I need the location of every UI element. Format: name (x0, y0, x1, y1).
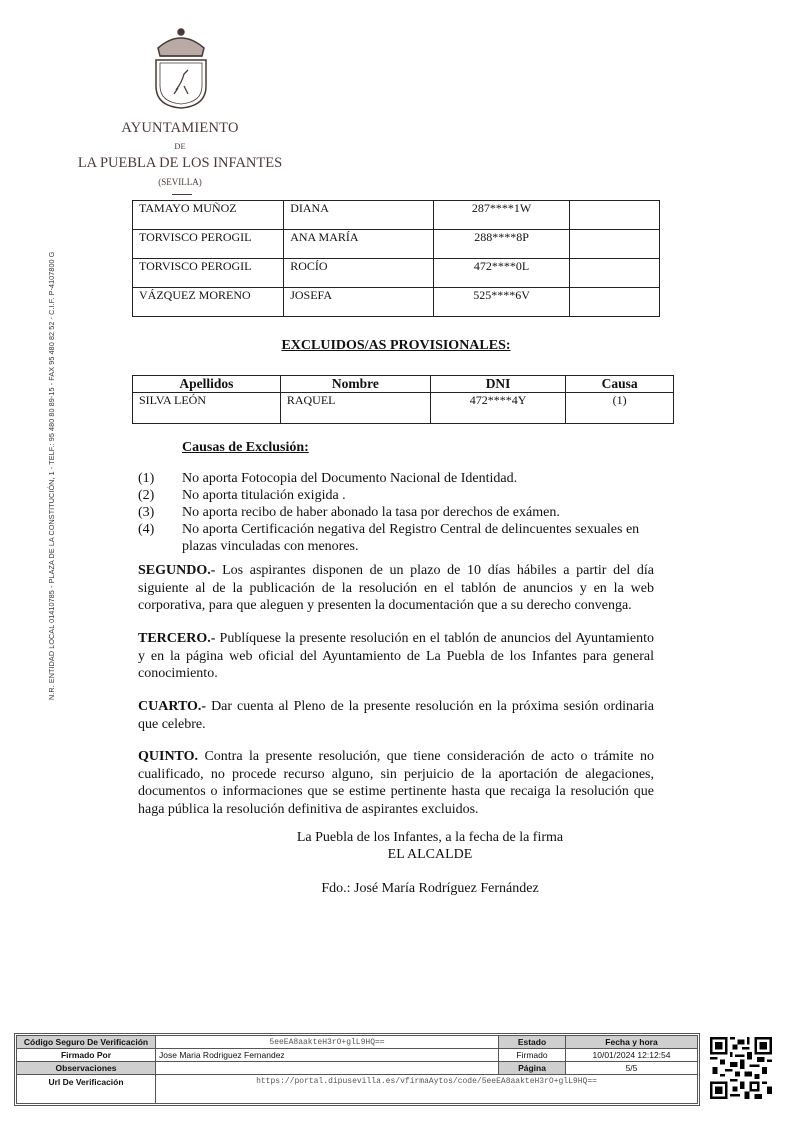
signature-role: EL ALCALDE (387, 847, 473, 862)
cell-nombre: ROCÍO (284, 259, 434, 288)
cause-item (138, 521, 662, 555)
side-contact-info: N.R. ENTIDAD LOCAL 01410785 - PLAZA DE LA CONSTITUCIÓN, 1 - TELF.: 95 480 80 89-15 - FAX 95 480 82 52 - C.I.F. P-4107800 G (47, 251, 56, 700)
observaciones-label: Observaciones (17, 1062, 156, 1075)
paragraph-label: SEGUNDO.- (138, 563, 216, 578)
estado-label: Estado (499, 1036, 566, 1049)
table-row (133, 201, 660, 230)
paragraph-label: CUARTO.- (138, 699, 207, 714)
coat-of-arms-logo (148, 26, 214, 110)
paragraph-segundo (138, 562, 654, 615)
cell-dni: 472****4Y (430, 393, 565, 424)
cell-dni: 288****8P (434, 230, 569, 259)
pagina-value: 5/5 (566, 1062, 698, 1075)
cell-causa: (1) (566, 393, 674, 424)
signature-name: Fdo.: José María Rodríguez Fernández (321, 881, 539, 896)
table-row (133, 230, 660, 259)
cause-text: No aporta Fotocopia del Documento Nacional de Identidad. (182, 471, 518, 486)
cell-nombre: ANA MARÍA (284, 230, 434, 259)
cell-dni: 472****0L (434, 259, 569, 288)
cell-extra (569, 288, 659, 317)
verification-table (16, 1035, 698, 1104)
pagina-label: Página (499, 1062, 566, 1075)
paragraph-text: Contra la presente resolución, que tiene consideración de acto o trámite no cualificado, no procede recurso alguno, sin perjuicio de la aportación de alegaciones, documentos o informaciones que se estime pertinente hasta que recaiga la resolución que haga pública la resolución definitiva de aspirantes excluidos. (138, 749, 654, 817)
letterhead-title: AYUNTAMIENTO (121, 120, 239, 136)
estado-value: Firmado (499, 1049, 566, 1062)
fecha-label: Fecha y hora (566, 1036, 698, 1049)
causes-list (138, 470, 662, 555)
cause-number: (3) (138, 505, 155, 520)
table-row (17, 1036, 698, 1049)
cause-item (138, 504, 662, 521)
signature-place-date: La Puebla de los Infantes, a la fecha de la firma (296, 830, 564, 845)
cell-apellidos: TAMAYO MUÑOZ (133, 201, 284, 230)
verification-url[interactable]: https://portal.dipusevilla.es/vfirmaAytos/code/5eeEA8aakteH3rO+glL9HQ== (156, 1075, 698, 1104)
paragraph-cuarto (138, 698, 654, 733)
header-apellidos: Apellidos (133, 376, 281, 393)
firmado-value: Jose Maria Rodriguez Fernandez (156, 1049, 499, 1062)
cause-text: No aporta titulación exigida . (182, 488, 346, 503)
cause-text: No aporta recibo de haber abonado la tasa por derechos de exámen. (182, 505, 560, 520)
cause-number: (4) (138, 522, 155, 537)
causes-title: Causas de Exclusión: (182, 440, 309, 455)
paragraph-quinto (138, 748, 654, 818)
table-row (133, 393, 674, 424)
csv-label: Código Seguro De Verificación (17, 1036, 156, 1049)
header-nombre: Nombre (280, 376, 430, 393)
table-header-row (133, 376, 674, 393)
admitted-table (132, 200, 660, 317)
cause-item (138, 487, 662, 504)
table-row (133, 259, 660, 288)
letterhead-municipality: LA PUEBLA DE LOS INFANTES (77, 155, 283, 171)
url-label: Url De Verificación (17, 1075, 156, 1104)
table-row (17, 1049, 698, 1062)
table-row (17, 1075, 698, 1104)
letterhead-de: DE (174, 141, 186, 151)
excluded-heading: EXCLUIDOS/AS PROVISIONALES: (281, 338, 511, 353)
fecha-value: 10/01/2024 12:12:54 (566, 1049, 698, 1062)
cell-extra (569, 230, 659, 259)
paragraph-label: TERCERO.- (138, 631, 216, 646)
table-row (17, 1062, 698, 1075)
cause-number: (1) (138, 471, 155, 486)
cause-text: No aporta Certificación negativa del Registro Central de delincuentes sexuales en plazas vinculadas con menores. (182, 522, 640, 554)
qr-code-icon (710, 1037, 772, 1099)
table-row (133, 288, 660, 317)
cell-nombre: JOSEFA (284, 288, 434, 317)
excluded-table (132, 375, 674, 424)
cell-extra (569, 201, 659, 230)
header-dni: DNI (430, 376, 565, 393)
paragraph-tercero (138, 630, 654, 683)
cell-apellidos: SILVA LEÓN (133, 393, 281, 424)
paragraph-text: Dar cuenta al Pleno de la presente resolución en la próxima sesión ordinaria que celebre. (138, 699, 654, 732)
paragraph-text: Los aspirantes disponen de un plazo de 10 días hábiles a partir del día siguiente al de la publicación de la resolución en el tablón de anuncios y en la web corporativa, para que aleguen y presenten la documentación que a su derecho convenga. (138, 563, 654, 613)
paragraph-label: QUINTO. (138, 749, 199, 764)
cause-number: (2) (138, 488, 155, 503)
observaciones-value (156, 1062, 499, 1075)
cell-dni: 287****1W (434, 201, 569, 230)
header-causa: Causa (566, 376, 674, 393)
cell-nombre: DIANA (284, 201, 434, 230)
paragraph-text: Publíquese la presente resolución en el tablón de anuncios del Ayuntamiento y en la página web oficial del Ayuntamiento de La Puebla de los Infantes para general conocimiento. (138, 631, 654, 681)
firmado-label: Firmado Por (17, 1049, 156, 1062)
cell-apellidos: TORVISCO PEROGIL (133, 259, 284, 288)
csv-value: 5eeEA8aakteH3rO+glL9HQ== (156, 1036, 499, 1049)
cell-extra (569, 259, 659, 288)
cell-dni: 525****6V (434, 288, 569, 317)
letterhead-divider (172, 194, 192, 195)
cell-apellidos: VÁZQUEZ MORENO (133, 288, 284, 317)
letterhead-province: (SEVILLA) (158, 177, 202, 187)
cause-item (138, 470, 662, 487)
cell-nombre: RAQUEL (280, 393, 430, 424)
cell-apellidos: TORVISCO PEROGIL (133, 230, 284, 259)
